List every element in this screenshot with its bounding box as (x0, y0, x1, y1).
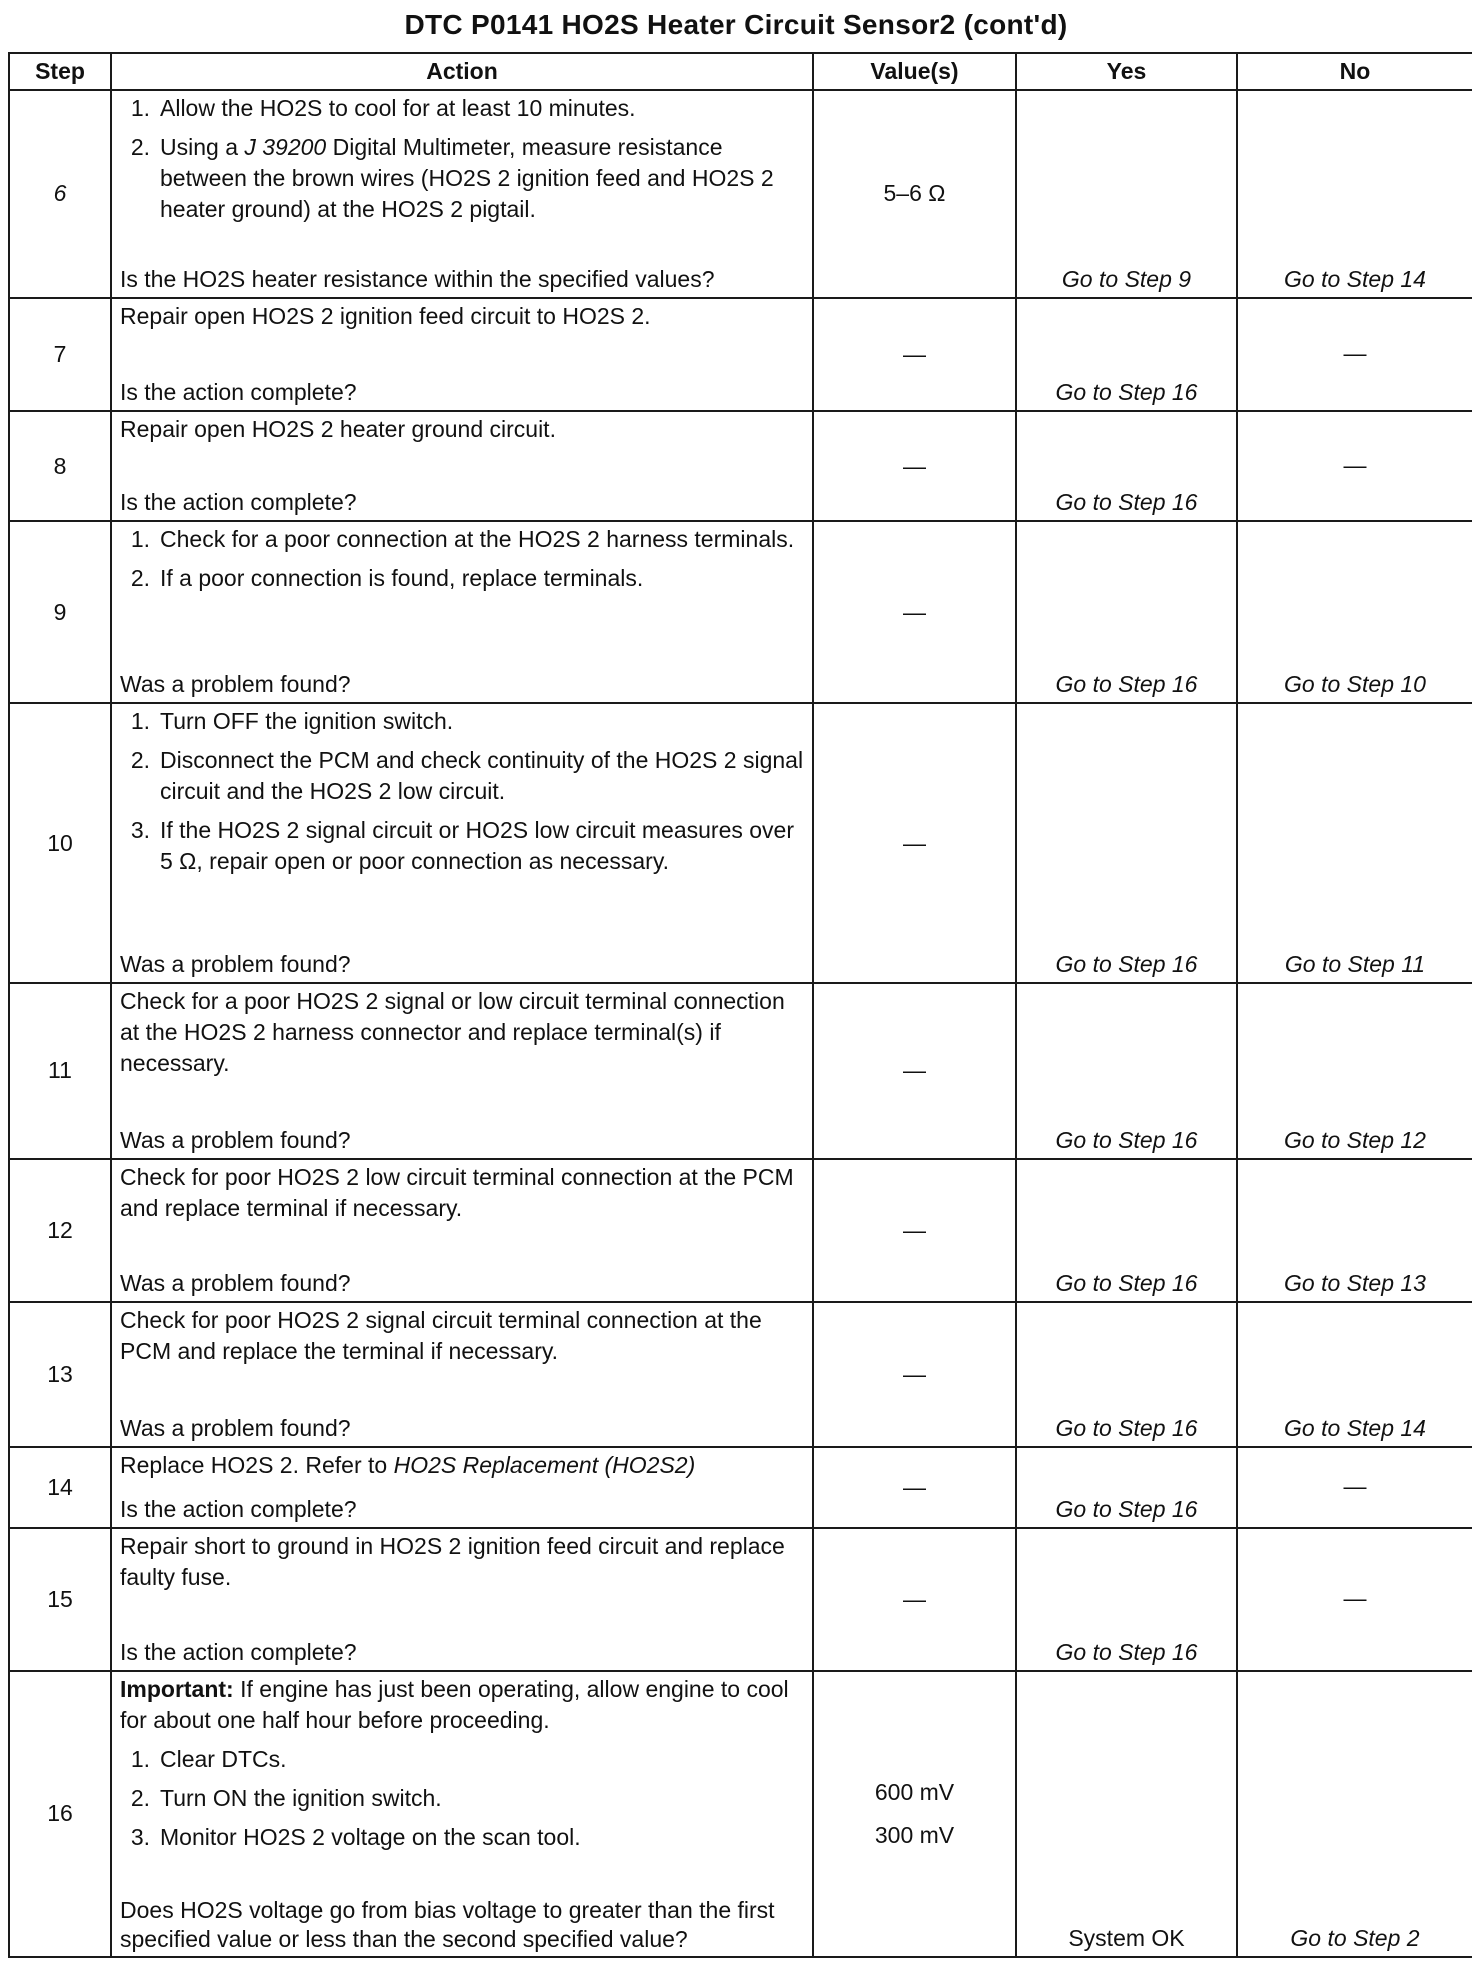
list-item-text: Allow the HO2S to cool for at least 10 minutes. (160, 95, 636, 121)
page-title: DTC P0141 HO2S Heater Circuit Sensor2 (cont'd) (404, 9, 1068, 40)
no-cell: Go to Step 2 (1237, 1671, 1472, 1957)
yes-cell: Go to Step 16 (1016, 1447, 1237, 1528)
step-number: 12 (9, 1159, 111, 1302)
text-segment: Digital Multimeter, measure resistance between the brown wires (HO2S 2 ignition feed and HO2S 2 heater ground) at the HO2S 2 pigtail. (160, 134, 774, 222)
no-cell: Go to Step 10 (1237, 521, 1472, 702)
no-cell: — (1237, 1528, 1472, 1671)
list-item-number: 1. (130, 526, 150, 553)
action-cell (111, 1159, 813, 1302)
yes-cell: Go to Step 16 (1016, 521, 1237, 702)
list-item (120, 1744, 804, 1775)
action-cell (111, 411, 813, 522)
list-item (120, 1822, 804, 1853)
action-cell (111, 1671, 813, 1957)
list-item (120, 815, 804, 877)
yes-cell: Go to Step 16 (1016, 983, 1237, 1158)
no-cell: Go to Step 13 (1237, 1159, 1472, 1302)
step-number: 10 (9, 703, 111, 983)
question-text: Was a problem found? (120, 1414, 351, 1441)
no-cell: — (1237, 1447, 1472, 1528)
action-text: Check for a poor HO2S 2 signal or low circuit terminal connection at the HO2S 2 harness connector and replace terminal(s) if necessary. (120, 988, 785, 1077)
list-item-number: 2. (130, 746, 150, 773)
list-item-number: 2. (130, 1784, 150, 1811)
text-segment: Replace HO2S 2. Refer to (120, 1451, 394, 1478)
list-item-number: 1. (130, 95, 150, 121)
step-number: 16 (9, 1671, 111, 1957)
step-number: 6 (9, 90, 111, 298)
no-cell: Go to Step 11 (1237, 703, 1472, 983)
table-row (9, 298, 1472, 411)
question-text: Is the action complete? (120, 1638, 357, 1665)
list-item (120, 93, 804, 124)
question-text: Was a problem found? (120, 1269, 351, 1296)
table-row (9, 411, 1472, 522)
question-text: Is the action complete? (120, 489, 357, 516)
list-item-text: Clear DTCs. (160, 1745, 287, 1772)
value-cell: 5–6 Ω (813, 90, 1016, 298)
important-note (120, 1674, 804, 1736)
action-cell (111, 90, 813, 298)
list-item-text: Disconnect the PCM and check continuity of the HO2S 2 signal circuit and the HO2S 2 low circuit. (160, 746, 804, 804)
list-item-number: 2. (130, 565, 150, 592)
action-text: Repair open HO2S 2 heater ground circuit. (120, 415, 556, 442)
list-item (120, 1783, 804, 1814)
list-item-text (160, 132, 804, 225)
list-item-text: If a poor connection is found, replace terminals. (160, 565, 644, 592)
action-text (120, 1450, 804, 1481)
no-cell: Go to Step 14 (1237, 1302, 1472, 1447)
list-item-text: Check for a poor connection at the HO2S 2 harness terminals. (160, 526, 795, 553)
question-text: Was a problem found? (120, 951, 351, 978)
yes-cell: Go to Step 16 (1016, 703, 1237, 983)
no-cell: — (1237, 298, 1472, 411)
no-cell: Go to Step 12 (1237, 983, 1472, 1158)
yes-cell: Go to Step 16 (1016, 1528, 1237, 1671)
list-item (120, 745, 804, 807)
value-cell (813, 1671, 1016, 1957)
step-number: 14 (9, 1447, 111, 1528)
column-header-action: Action (111, 53, 813, 90)
table-header-row (9, 53, 1472, 90)
table-row (9, 1159, 1472, 1302)
column-header-values: Value(s) (813, 53, 1016, 90)
value-cell: — (813, 521, 1016, 702)
table-row (9, 983, 1472, 1158)
value-cell: — (813, 1528, 1016, 1671)
list-item-text: Turn ON the ignition switch. (160, 1784, 442, 1811)
step-number: 8 (9, 411, 111, 522)
question-text: Was a problem found? (120, 670, 351, 697)
important-label: Important: (120, 1675, 234, 1702)
action-text: Repair open HO2S 2 ignition feed circuit to HO2S 2. (120, 302, 651, 329)
table-row (9, 1671, 1472, 1957)
column-header-yes: Yes (1016, 53, 1237, 90)
table-row (9, 90, 1472, 298)
value-cell: — (813, 1302, 1016, 1447)
action-cell (111, 1302, 813, 1447)
value-line: 600 mV (874, 1778, 955, 1805)
value-cell: — (813, 983, 1016, 1158)
value-cell: — (813, 1159, 1016, 1302)
yes-cell: Go to Step 16 (1016, 1302, 1237, 1447)
list-item-number: 3. (130, 1823, 150, 1850)
list-item-text: If the HO2S 2 signal circuit or HO2S low circuit measures over 5 Ω, repair open or poor connection as necessary. (160, 816, 795, 874)
action-cell (111, 983, 813, 1158)
action-cell (111, 703, 813, 983)
question-text: Was a problem found? (120, 1126, 351, 1153)
question-text: Is the HO2S heater resistance within the specified values? (120, 265, 715, 292)
list-item-number: 2. (130, 134, 150, 160)
tool-reference: J 39200 (244, 134, 327, 160)
diagnostic-table (8, 52, 1472, 1958)
list-item-number: 3. (130, 816, 150, 843)
yes-cell: System OK (1016, 1671, 1237, 1957)
list-item (120, 563, 804, 594)
column-header-step: Step (9, 53, 111, 90)
action-text: Check for poor HO2S 2 low circuit terminal connection at the PCM and replace terminal if necessary. (120, 1163, 794, 1221)
text-segment: Using a (160, 134, 245, 160)
table-row (9, 521, 1472, 702)
question-text: Is the action complete? (120, 1495, 357, 1522)
list-item-number: 1. (130, 707, 150, 734)
yes-cell: Go to Step 16 (1016, 298, 1237, 411)
step-number: 7 (9, 298, 111, 411)
list-item-text: Turn OFF the ignition switch. (160, 707, 454, 734)
table-row (9, 1302, 1472, 1447)
no-cell: — (1237, 411, 1472, 522)
yes-cell: Go to Step 16 (1016, 411, 1237, 522)
action-cell (111, 521, 813, 702)
list-item-text: Monitor HO2S 2 voltage on the scan tool. (160, 1823, 581, 1850)
step-number: 15 (9, 1528, 111, 1671)
action-text: Check for poor HO2S 2 signal circuit terminal connection at the PCM and replace the terminal if necessary. (120, 1306, 762, 1364)
yes-cell: Go to Step 9 (1016, 90, 1237, 298)
list-item (120, 706, 804, 737)
table-row (9, 1528, 1472, 1671)
value-cell: — (813, 703, 1016, 983)
no-cell: Go to Step 14 (1237, 90, 1472, 298)
value-cell: — (813, 298, 1016, 411)
yes-cell: Go to Step 16 (1016, 1159, 1237, 1302)
list-item-number: 1. (130, 1745, 150, 1772)
procedure-reference: HO2S Replacement (HO2S2) (393, 1451, 696, 1478)
step-number: 13 (9, 1302, 111, 1447)
value-cell: — (813, 1447, 1016, 1528)
action-cell (111, 298, 813, 411)
important-text: If engine has just been operating, allow engine to cool for about one half hour before proceeding. (120, 1675, 789, 1733)
step-number: 11 (9, 983, 111, 1158)
action-text: Repair short to ground in HO2S 2 ignition feed circuit and replace faulty fuse. (120, 1532, 785, 1590)
question-text: Is the action complete? (120, 378, 357, 405)
question-text: Does HO2S voltage go from bias voltage to greater than the first specified value or less than the second specified value? (120, 1897, 775, 1952)
action-cell (111, 1447, 813, 1528)
list-item (120, 132, 804, 225)
action-cell (111, 1528, 813, 1671)
value-cell: — (813, 411, 1016, 522)
step-number: 9 (9, 521, 111, 702)
value-line: 300 mV (874, 1821, 955, 1848)
column-header-no: No (1237, 53, 1472, 90)
list-item (120, 524, 804, 555)
table-row (9, 1447, 1472, 1528)
table-row (9, 703, 1472, 983)
